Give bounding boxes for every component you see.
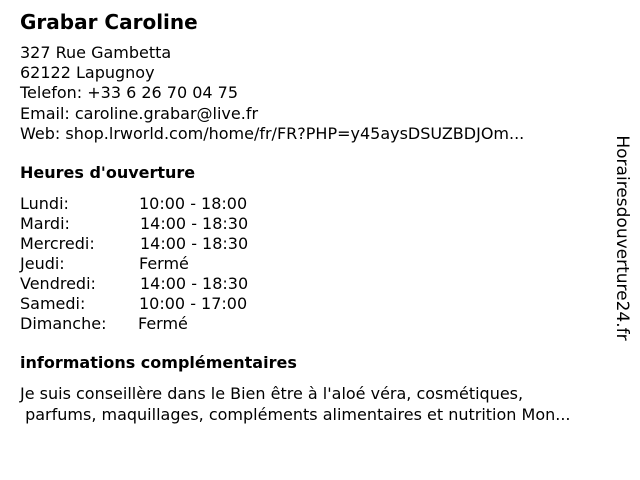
additional-info-line: parfums, maquillages, compléments alimentaires et nutrition Mon... — [20, 405, 571, 424]
hours-value: 14:00 - 18:30 — [140, 214, 249, 233]
hours-value: Fermé — [139, 254, 189, 273]
site-watermark: Horairesdouverture24.fr — [612, 135, 632, 341]
hours-row-thursday — [20, 254, 320, 274]
hours-value: 14:00 - 18:30 — [140, 234, 249, 253]
website-url: Web: shop.lrworld.com/home/fr/FR?PHP=y45aysDSUZBDJOm... — [20, 123, 525, 143]
hours-row-friday — [20, 274, 320, 294]
hours-row-saturday — [20, 294, 320, 314]
street-address: 327 Rue Gambetta — [20, 43, 172, 62]
hours-row-monday — [20, 194, 320, 214]
business-name: Grabar Caroline — [20, 10, 198, 34]
day-label: Dimanche: — [20, 314, 107, 333]
day-label: Mardi: — [20, 214, 70, 233]
phone-number: Telefon: +33 6 26 70 04 75 — [20, 83, 239, 103]
opening-hours-table — [20, 194, 320, 334]
hours-row-sunday — [20, 314, 320, 334]
email-address: Email: caroline.grabar@live.fr — [20, 103, 259, 123]
city-address: 62122 Lapugnoy — [20, 63, 155, 83]
day-label: Vendredi: — [20, 274, 96, 293]
day-label: Mercredi: — [20, 234, 95, 253]
opening-hours-heading: Heures d'ouverture — [20, 163, 196, 182]
contact-block — [20, 43, 524, 144]
day-label: Jeudi: — [20, 254, 65, 273]
day-label: Lundi: — [20, 194, 69, 213]
day-label: Samedi: — [20, 294, 86, 313]
hours-value: Fermé — [138, 314, 188, 333]
additional-info-line: Je suis conseillère dans le Bien être à l'aloé véra, cosmétiques, — [20, 384, 524, 403]
hours-row-tuesday — [20, 214, 320, 234]
additional-info-heading: informations complémentaires — [20, 353, 297, 372]
hours-row-wednesday — [20, 234, 320, 254]
hours-value: 14:00 - 18:30 — [140, 274, 249, 293]
hours-value: 10:00 - 18:00 — [139, 194, 248, 213]
hours-value: 10:00 - 17:00 — [139, 294, 248, 313]
additional-info-text — [20, 383, 571, 425]
